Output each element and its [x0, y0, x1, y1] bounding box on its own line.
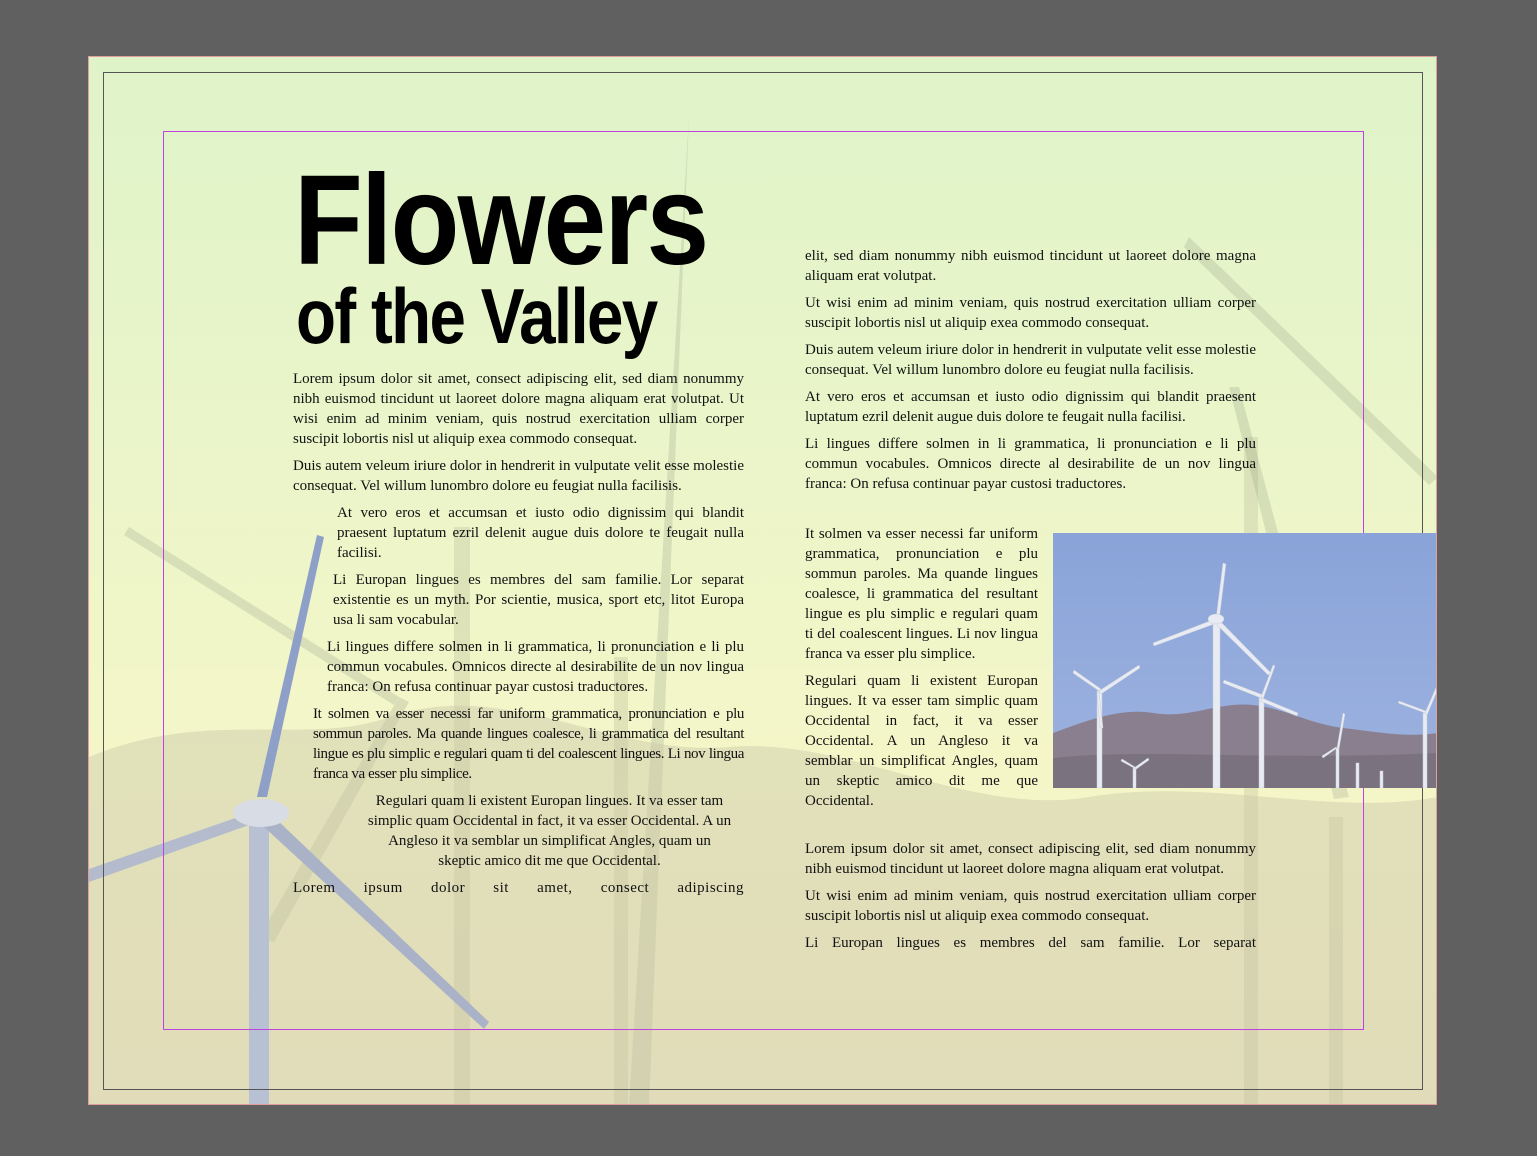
paragraph: At vero eros et accumsan et iusto odio dignissim qui blandit praesent luptatum ezril delenit augue duis dolore te feugait nulla facilisi. [337, 505, 744, 561]
paragraph: Lorem ipsum dolor sit amet, consect adipiscing elit, sed diam nonummy nibh euismod tincidunt ut laoreet dolore magna aliquam erat volutpat. [805, 841, 1256, 877]
right-text-frame-bottom[interactable] [805, 839, 1256, 960]
wind-turbines-photo[interactable] [1053, 533, 1437, 788]
right-text-frame-top[interactable] [805, 246, 1256, 501]
document-page[interactable] [88, 56, 1437, 1105]
paragraph: Ut wisi enim ad minim veniam, quis nostrud exercitation ulliam corper suscipit lobortis nisl ut aliquip exea commodo consequat. [805, 888, 1256, 924]
paragraph: Regulari quam li existent Europan lingues. It va esser tam simplic quam Occidental in fact, it va esser Occidental. A un Angleso it va semblar un simplificat Angles, quam un skeptic amico dit me que Occidental. [805, 673, 1038, 809]
paragraph: Li lingues differe solmen in li grammatica, li pronunciation e li plu commun vocabules. Omnicos directe al desirabilite de un nov lingua franca: On refusa continuar payar custosi traductores. [327, 639, 744, 695]
paragraph: Li Europan lingues es membres del sam familie. Lor separat existentie es un myth. Por scientie, musica, sport etc, litot Europa usa li sam vocabular. [333, 572, 744, 628]
paragraph: Lorem ipsum dolor sit amet, consect adipiscing elit, sed diam nonummy nibh euismod tincidunt ut laoreet dolore magna aliquam erat volutpat. Ut wisi enim ad minim veniam, quis nostrud exercitation ulliam corper suscipit lobortis nisl ut aliquip exea commodo consequat. [293, 371, 744, 447]
headline-line-1[interactable]: Flowers [294, 149, 708, 292]
paragraph: It solmen va esser necessi far uniform grammatica, pronunciation e plu sommun paroles. Ma quande lingues coalesce, li grammatica del resultant lingue es plu simplic e regulari quam ti del coalescent lingues. Li nov lingua franca va esser plu simplice. [805, 526, 1038, 662]
paragraph: Li Europan lingues es membres del sam familie. Lor separat [805, 935, 1256, 951]
paragraph: Duis autem veleum iriure dolor in hendrerit in vulputate velit esse molestie consequat. Vel willum lunombro dolore eu feugiat nulla facilisis. [293, 458, 744, 494]
paragraph: Li lingues differe solmen in li grammatica, li pronunciation e li plu commun vocabules. Omnicos directe al desirabilite de un nov lingua franca: On refusa continuar payar custosi traductores. [805, 436, 1256, 492]
paragraph: elit, sed diam nonummy nibh euismod tincidunt ut laoreet dolore magna aliquam erat volutpat. [805, 248, 1256, 284]
paragraph: At vero eros et accumsan et iusto odio dignissim qui blandit praesent luptatum ezril delenit augue duis dolore te feugait nulla facilisi. [805, 389, 1256, 425]
headline-line-2[interactable]: of the Valley [296, 272, 657, 360]
paragraph: Lorem ipsum dolor sit amet, consect adipiscing [293, 880, 744, 896]
paragraph: Duis autem veleum iriure dolor in hendrerit in vulputate velit esse molestie consequat. Vel willum lunombro dolore eu feugiat nulla facilisis. [805, 342, 1256, 378]
right-text-frame-wrap[interactable] [805, 524, 1038, 811]
left-text-frame[interactable] [293, 369, 744, 905]
paragraph: Regulari quam li existent Europan lingues. It va esser tam simplic quam Occidental in fact, it va esser Occidental. A un Angleso it va semblar un simplificat Angles, quam un skeptic amico dit me que Occidental. [367, 793, 732, 869]
paragraph: It solmen va esser necessi far uniform grammatica, pronunciation e plu sommun paroles. Ma quande lingues coalesce, li grammatica del resultant lingue es plu simplic e regulari quam ti del coalescent lingues. Li nov lingua franca va esser plu simplice. [313, 706, 744, 782]
paragraph: Ut wisi enim ad minim veniam, quis nostrud exercitation ulliam corper suscipit lobortis nisl ut aliquip exea commodo consequat. [805, 295, 1256, 331]
